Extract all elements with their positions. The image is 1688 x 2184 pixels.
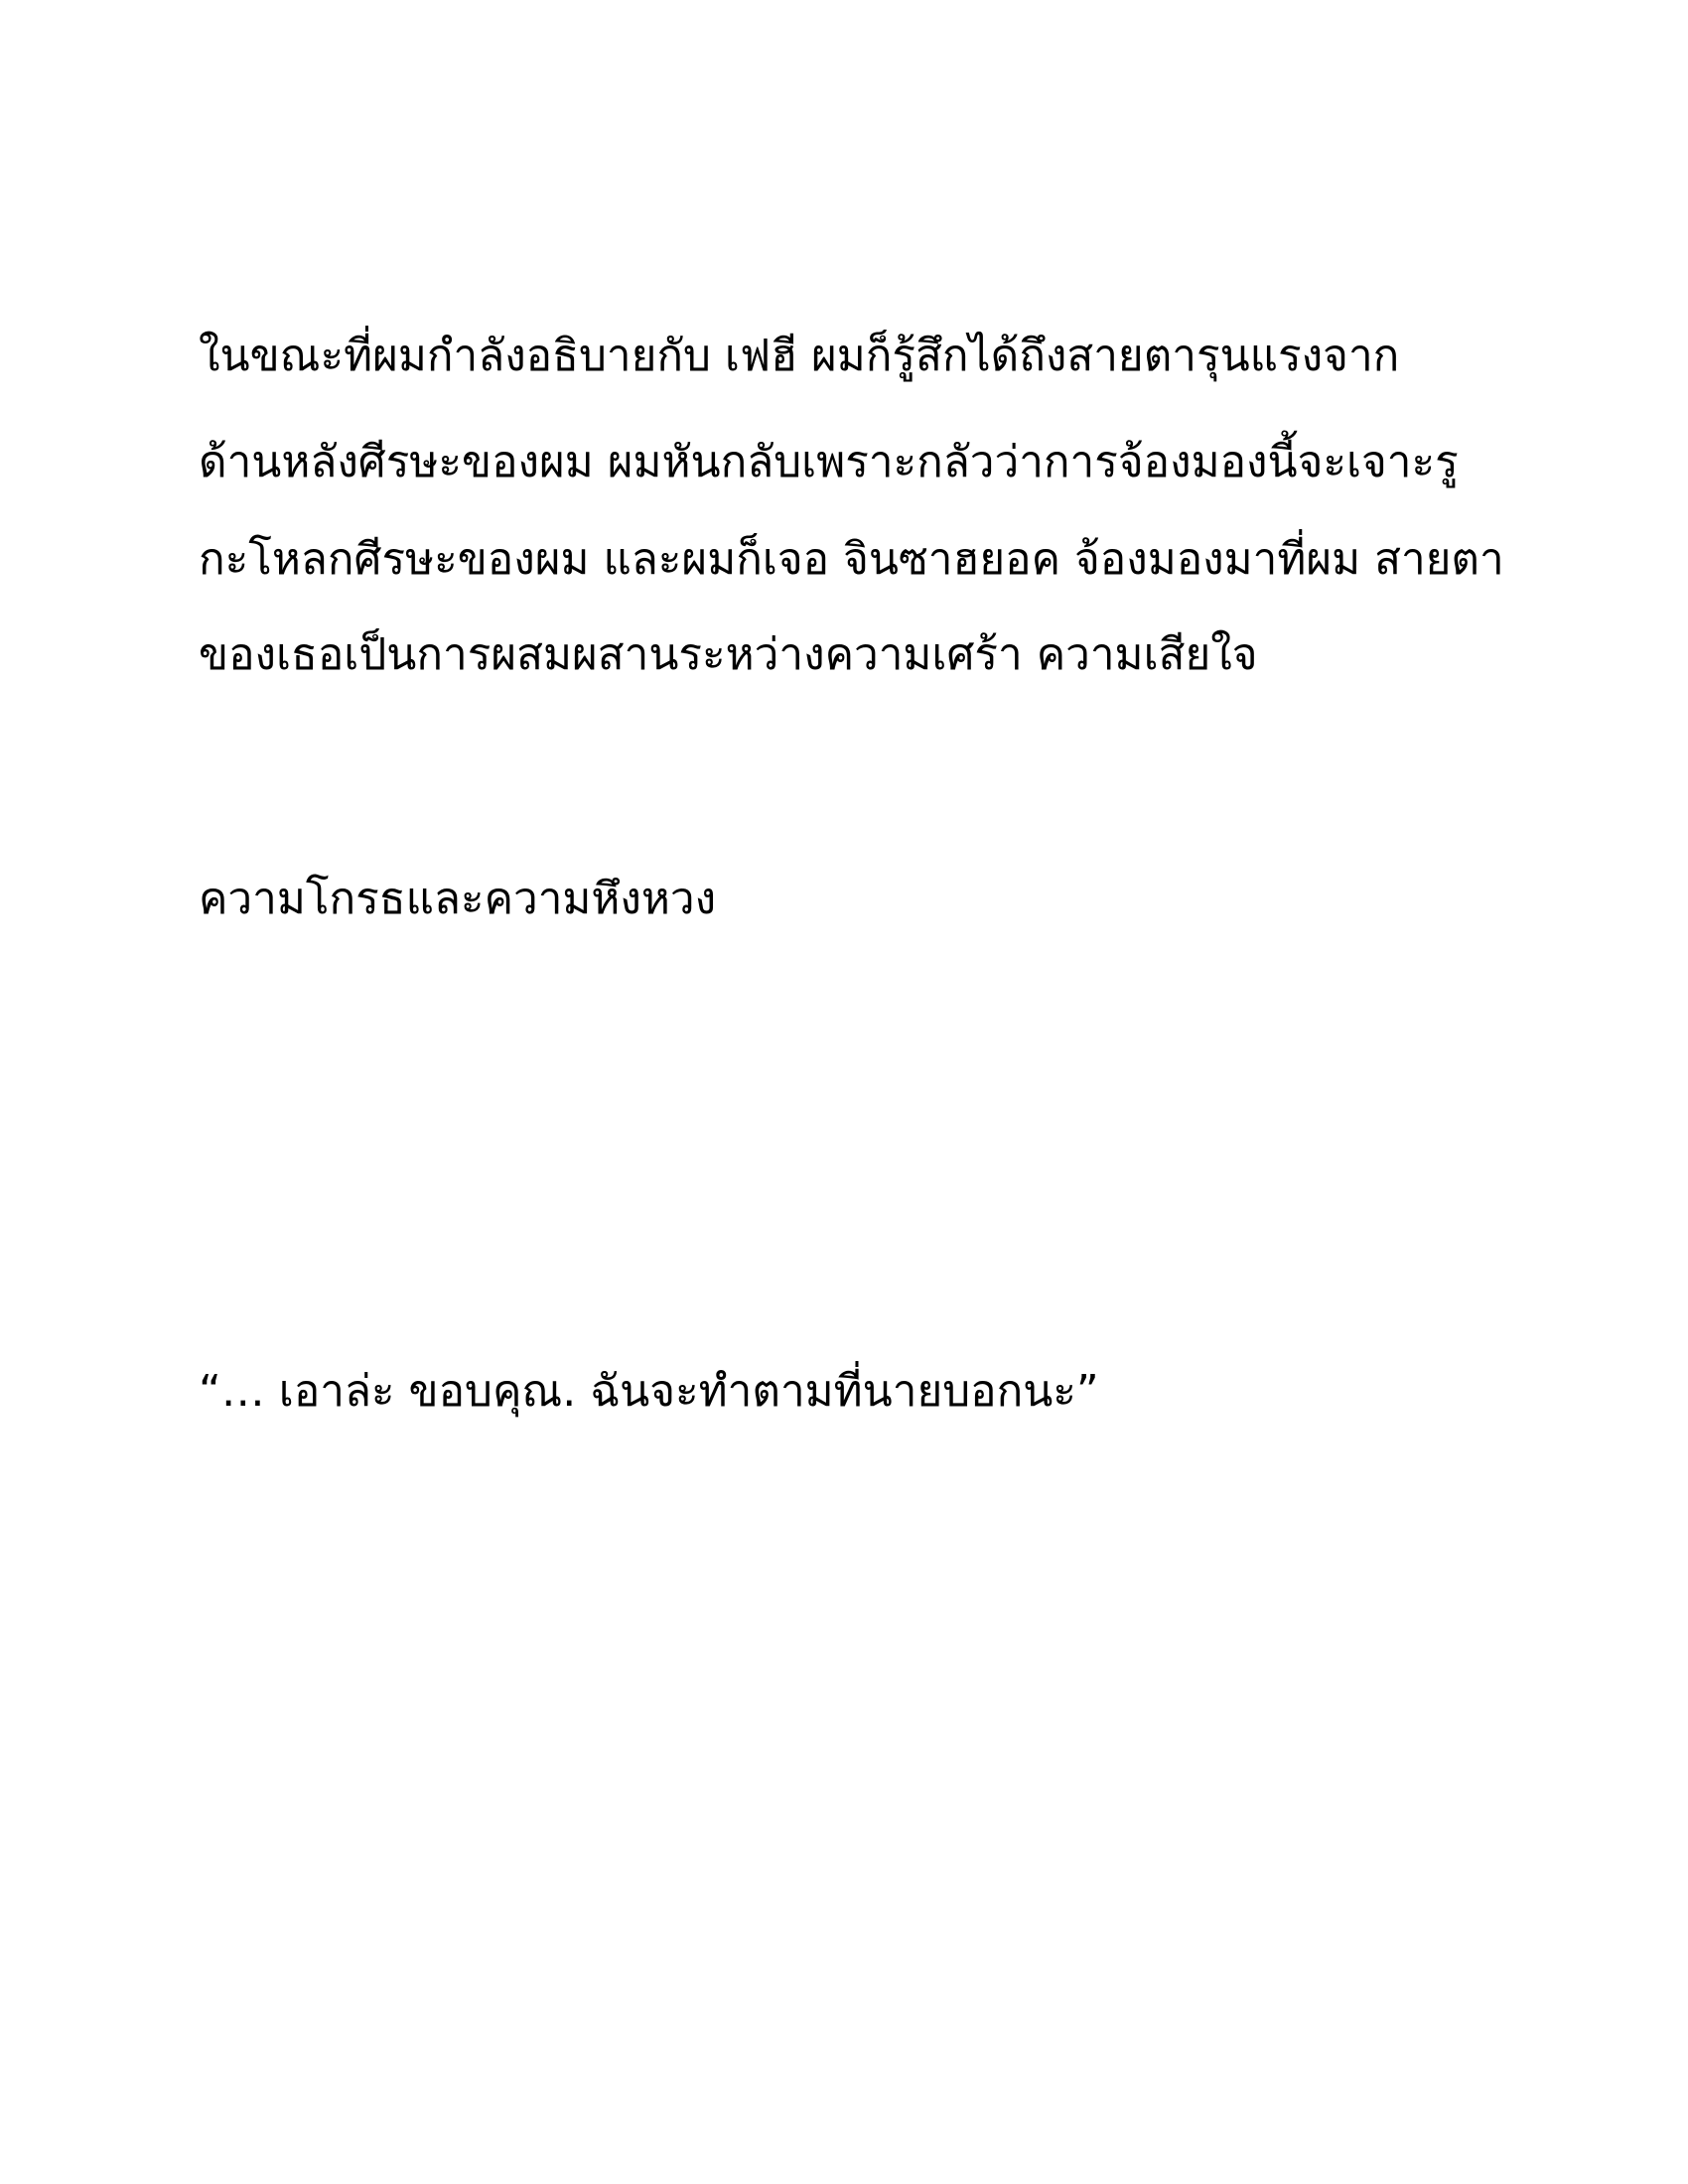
paragraph-line-3: กะโหลกศีรษะของผม และผมก็เจอ จินซาฮยอค จ้องมองมาที่ผม สายตา bbox=[199, 534, 1504, 585]
dialogue-line: “… เอาล่ะ ขอบคุณ. ฉันจะทำตามที่นายบอกนะ” bbox=[199, 1366, 1099, 1417]
paragraph-line-1: ในขณะที่ผมกำลังอธิบายกับ เฟฮี ผมก็รู้สึกได้ถึงสายตารุนแรงจาก bbox=[199, 331, 1400, 381]
paragraph-line-4: ของเธอเป็นการผสมผสานระหว่างความเศร้า ความเสียใจ bbox=[199, 629, 1258, 680]
paragraph-2-text: ความโกรธและความหึงหวง bbox=[199, 874, 717, 924]
paragraph-line-2: ด้านหลังศีรษะของผม ผมหันกลับเพราะกลัวว่าการจ้องมองนี้จะเจาะรู bbox=[199, 437, 1459, 487]
